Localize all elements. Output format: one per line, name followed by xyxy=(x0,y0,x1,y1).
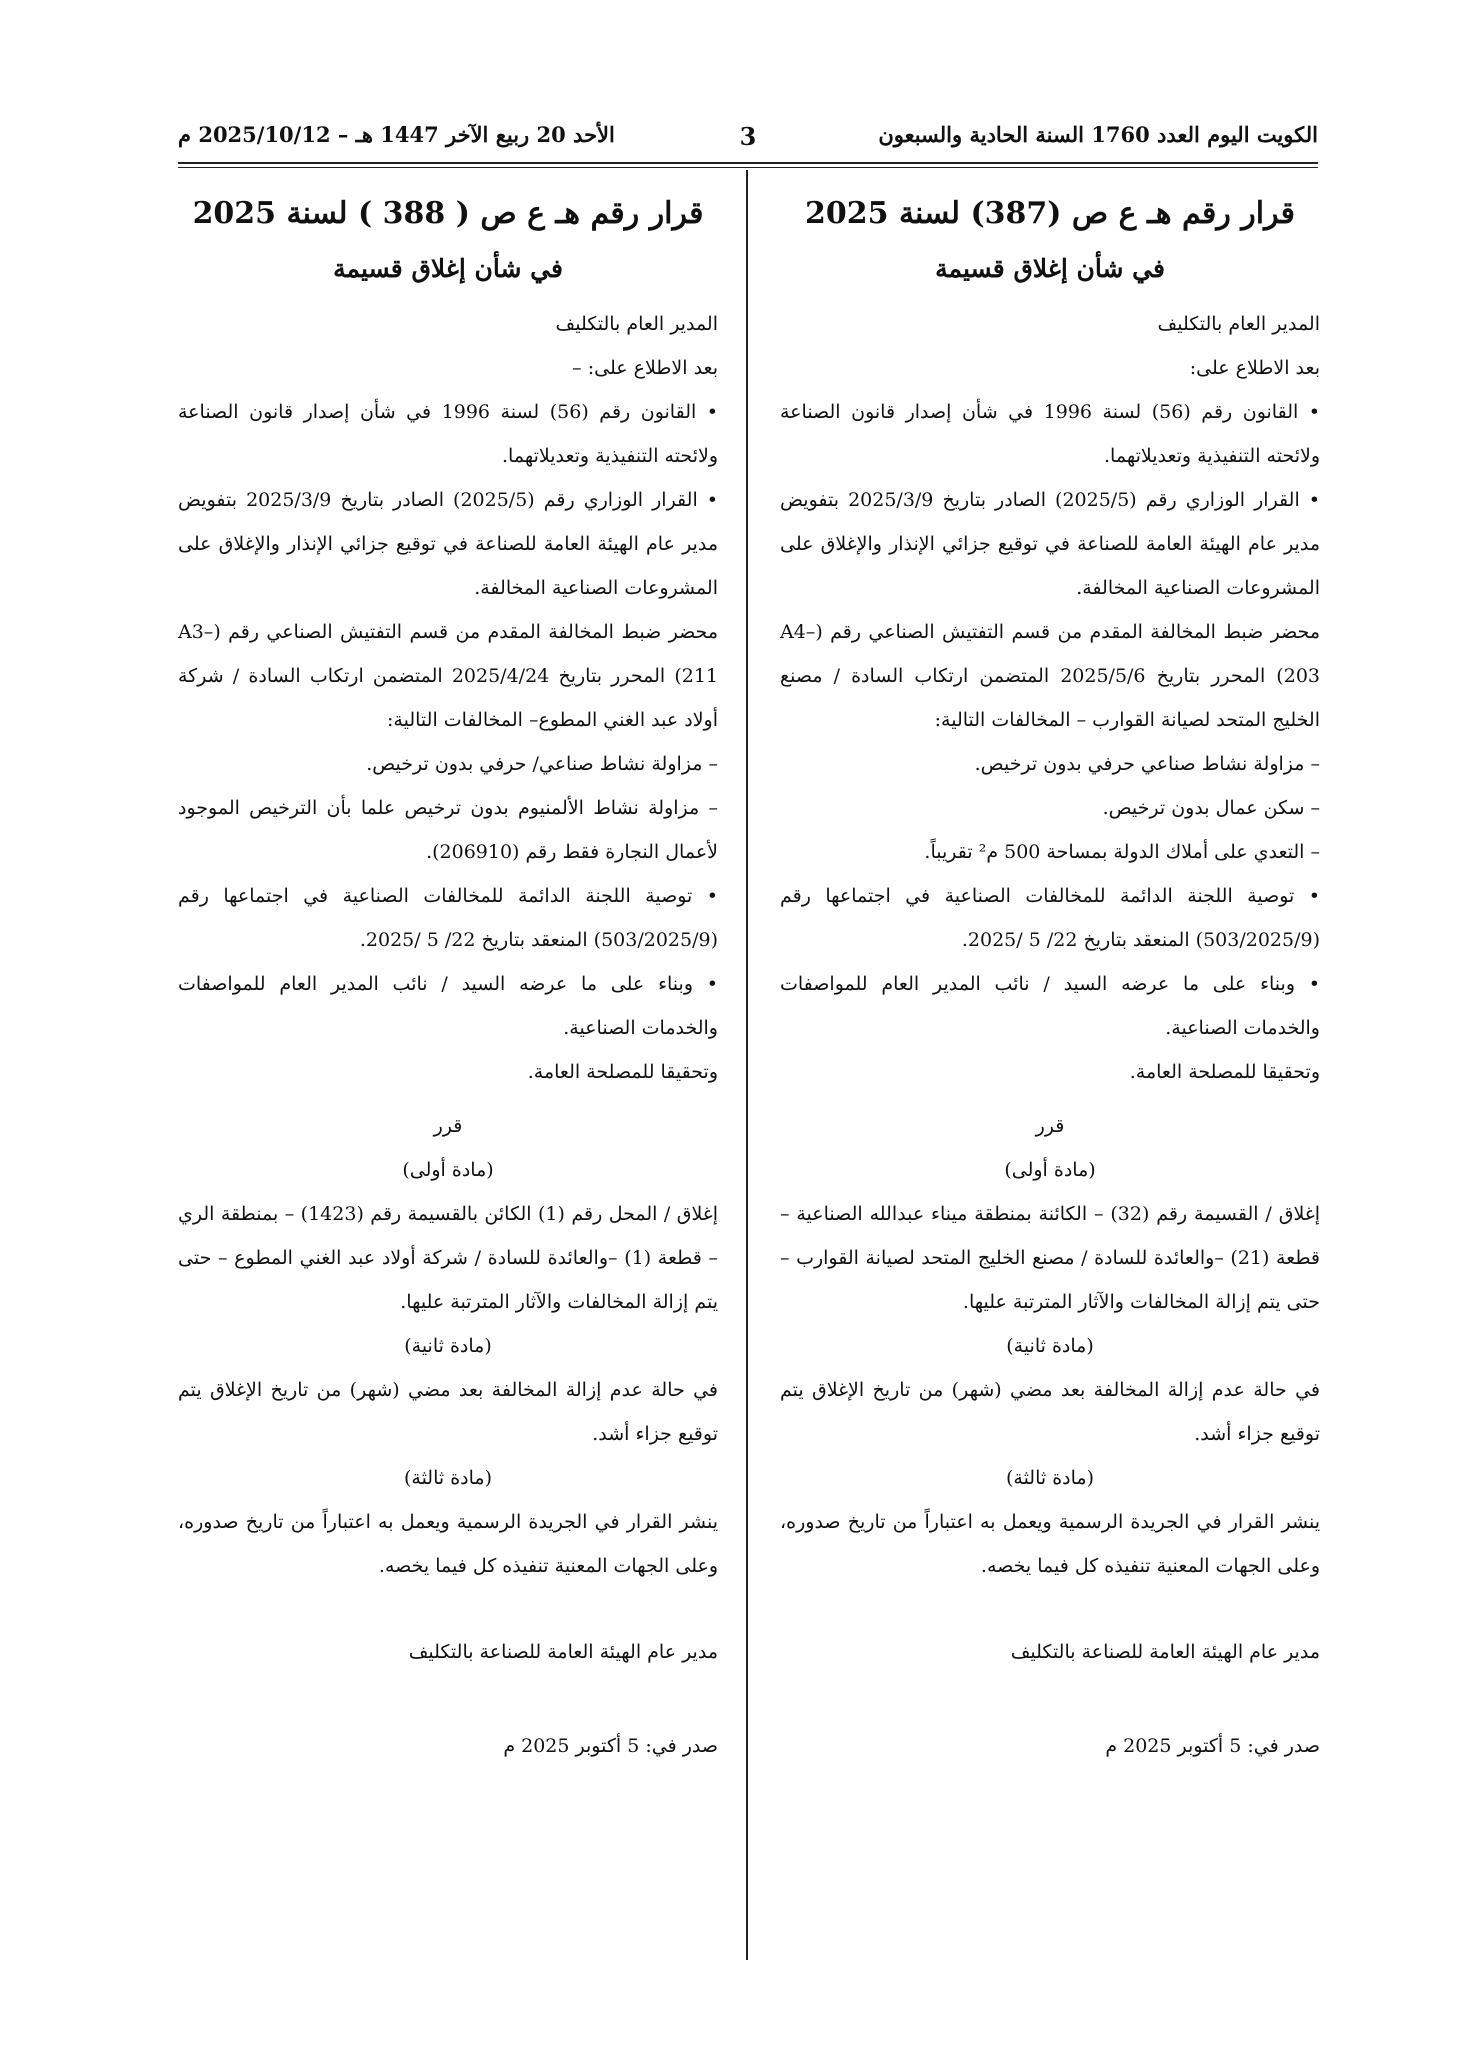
signatory: مدير عام الهيئة العامة للصناعة بالتكليف xyxy=(408,1641,718,1663)
article-2-text: في حالة عدم إزالة المخالفة بعد مضي (شهر) من تاريخ الإغلاق يتم توقيع جزاء أشد. xyxy=(780,1379,1320,1445)
issue-date-line: صدر في: 5 أكتوبر 2025 م xyxy=(503,1735,718,1757)
article-2-heading: (مادة ثانية) xyxy=(1006,1335,1094,1357)
preamble-item: • القانون رقم (56) لسنة 1996 في شأن إصدار قانون الصناعة ولائحته التنفيذية وتعديلاتهما. xyxy=(178,401,719,467)
page-header xyxy=(178,122,1318,158)
header-rule xyxy=(178,162,1318,164)
decision-title: قرار رقم هـ ع ص ( 388 ) لسنة 2025 xyxy=(192,196,704,231)
issuer-line: المدير العام بالتكليف xyxy=(555,313,718,335)
violation-report: محضر ضبط المخالفة المقدم من قسم التفتيش الصناعي رقم (A4–203) المحرر بتاريخ 2025/5/6 المتضمن ارتكاب السادة / مصنع الخليج المتحد لصيانة القوارب – المخالفات التالية: xyxy=(780,621,1320,731)
preamble-item: • وبناء على ما عرضه السيد / نائب المدير العام للمواصفات والخدمات الصناعية. xyxy=(780,973,1320,1039)
public-interest-line: وتحقيقا للمصلحة العامة. xyxy=(527,1061,718,1083)
preamble-item: • القرار الوزاري رقم (2025/5) الصادر بتاريخ 2025/3/9 بتفويض مدير عام الهيئة العامة للصناعة في توقيع جزائي الإنذار والإغلاق على المشروعات الصناعية المخالفة. xyxy=(178,489,718,599)
decision-title: قرار رقم هـ ع ص (387) لسنة 2025 xyxy=(805,196,1295,231)
violation-item: – سكن عمال بدون ترخيص. xyxy=(1102,797,1320,819)
violation-item: – مزاولة نشاط الألمنيوم بدون ترخيص علما بأن الترخيص الموجود لأعمال النجارة فقط رقم (206910). xyxy=(178,797,718,863)
issue-date-line: صدر في: 5 أكتوبر 2025 م xyxy=(1105,1735,1320,1757)
preamble-item: • القانون رقم (56) لسنة 1996 في شأن إصدار قانون الصناعة ولائحته التنفيذية وتعديلاتهما. xyxy=(780,401,1321,467)
issuer-line: المدير العام بالتكليف xyxy=(1157,313,1320,335)
article-3-heading: (مادة ثالثة) xyxy=(403,1467,493,1489)
article-1-heading: (مادة أولى) xyxy=(1004,1159,1096,1181)
page-number: 3 xyxy=(739,122,757,151)
gazette-issue-info: الكويت اليوم العدد 1760 السنة الحادية والسبعون xyxy=(878,122,1318,147)
decided-heading: قرر xyxy=(1035,1115,1065,1137)
article-2-text: في حالة عدم إزالة المخالفة بعد مضي (شهر) من تاريخ الإغلاق يتم توقيع جزاء أشد. xyxy=(178,1379,718,1445)
article-1-text: إغلاق / المحل رقم (1) الكائن بالقسيمة رقم (1423) – بمنطقة الري – قطعة (1) –والعائدة للسادة / شركة أولاد عبد الغني المطوع – حتى يتم إزالة المخالفات والآثار المترتبة عليها. xyxy=(178,1203,719,1313)
article-1-heading: (مادة أولى) xyxy=(402,1159,494,1181)
header-rule-thin xyxy=(178,167,1318,168)
article-2-heading: (مادة ثانية) xyxy=(404,1335,492,1357)
public-interest-line: وتحقيقا للمصلحة العامة. xyxy=(1129,1061,1320,1083)
article-3-heading: (مادة ثالثة) xyxy=(1005,1467,1095,1489)
decided-heading: قرر xyxy=(433,1115,463,1137)
preamble-item: • توصية اللجنة الدائمة للمخالفات الصناعية في اجتماعها رقم (503/2025/9) المنعقد بتاريخ 22/ 5 /2025. xyxy=(780,885,1320,951)
preamble-line: بعد الاطلاع على: – xyxy=(572,357,718,379)
article-3-text: ينشر القرار في الجريدة الرسمية ويعمل به اعتباراً من تاريخ صدوره، وعلى الجهات المعنية تنفيذه كل فيما يخصه. xyxy=(780,1511,1320,1577)
preamble-line: بعد الاطلاع على: xyxy=(1189,357,1320,379)
violation-item: – مزاولة نشاط صناعي حرفي بدون ترخيص. xyxy=(974,753,1320,775)
column-divider xyxy=(746,170,748,1960)
signatory: مدير عام الهيئة العامة للصناعة بالتكليف xyxy=(1010,1641,1320,1663)
decision-388 xyxy=(178,180,718,1768)
violation-report: محضر ضبط المخالفة المقدم من قسم التفتيش الصناعي رقم (A3–211) المحرر بتاريخ 2025/4/24 المتضمن ارتكاب السادة / شركة أولاد عبد الغني المطوع– المخالفات التالية: xyxy=(178,621,719,731)
decision-subtitle: في شأن إغلاق قسيمة xyxy=(935,254,1165,283)
preamble-item: • توصية اللجنة الدائمة للمخالفات الصناعية في اجتماعها رقم (503/2025/9) المنعقد بتاريخ 22/ 5 /2025. xyxy=(178,885,718,951)
article-3-text: ينشر القرار في الجريدة الرسمية ويعمل به اعتباراً من تاريخ صدوره، وعلى الجهات المعنية تنفيذه كل فيما يخصه. xyxy=(178,1511,718,1577)
issue-date: الأحد 20 ربيع الآخر 1447 هـ – 2025/10/12 م xyxy=(178,122,615,147)
decision-subtitle: في شأن إغلاق قسيمة xyxy=(333,254,563,283)
preamble-item: • وبناء على ما عرضه السيد / نائب المدير العام للمواصفات والخدمات الصناعية. xyxy=(178,973,718,1039)
violation-item: – التعدي على أملاك الدولة بمساحة 500 م² تقريباً. xyxy=(924,841,1320,863)
preamble-item: • القرار الوزاري رقم (2025/5) الصادر بتاريخ 2025/3/9 بتفويض مدير عام الهيئة العامة للصناعة في توقيع جزائي الإنذار والإغلاق على المشروعات الصناعية المخالفة. xyxy=(780,489,1320,599)
decision-387 xyxy=(780,180,1320,1768)
violation-item: – مزاولة نشاط صناعي/ حرفي بدون ترخيص. xyxy=(366,753,718,775)
article-1-text: إغلاق / القسيمة رقم (32) – الكائنة بمنطقة ميناء عبدالله الصناعية – قطعة (21) –والعائدة للسادة / مصنع الخليج المتحد لصيانة القوارب – حتى يتم إزالة المخالفات والآثار المترتبة عليها. xyxy=(780,1203,1320,1313)
